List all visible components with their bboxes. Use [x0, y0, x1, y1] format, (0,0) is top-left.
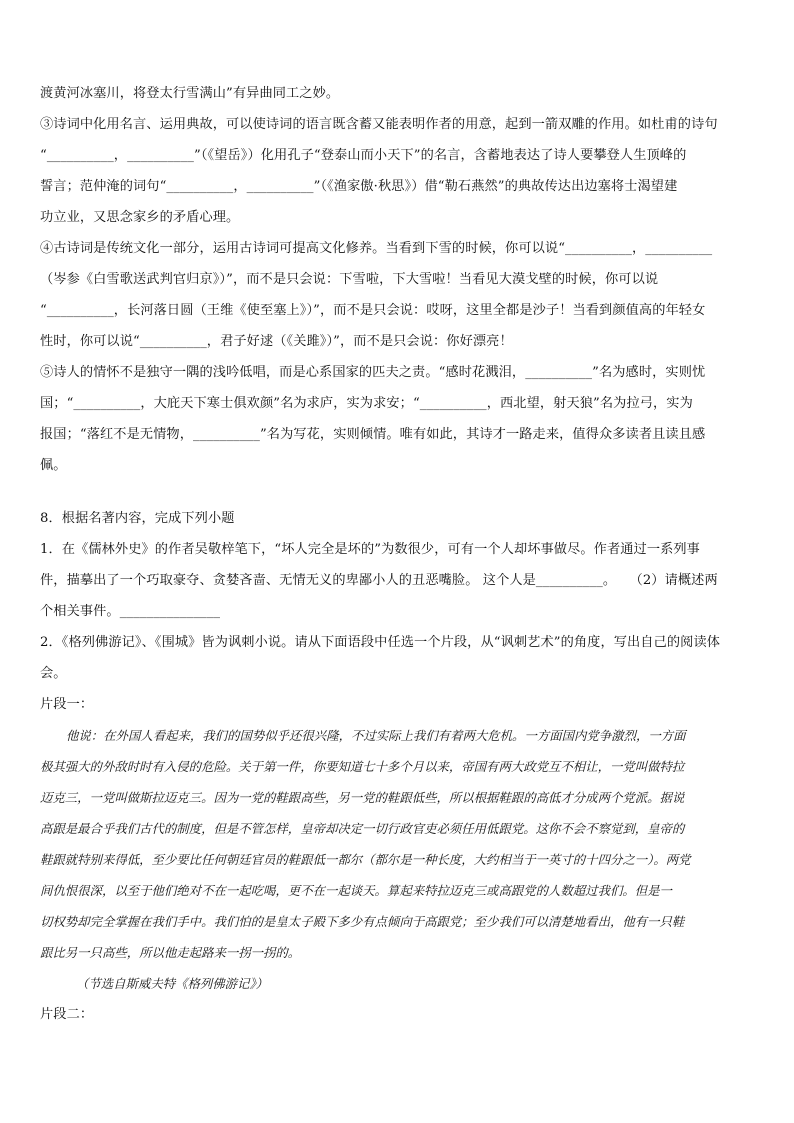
text-line: ⑤诗人的情怀不是独守一隅的浅吟低唱，而是心系国家的匹夫之责。“感时花溅泪，__________”名为感时，实则忧: [40, 365, 706, 380]
question-8-1-text: 个相关事件。_______________: [40, 604, 221, 619]
text-line: 功立业，又思念家乡的矛盾心理。: [40, 210, 240, 225]
excerpt-line: 迈克三，一党叫做斯拉迈克三。因为一党的鞋跟高些，另一党的鞋跟低些，所以根据鞋跟的高低才分成两个党派。据说: [40, 790, 685, 805]
text-line: 国；“__________，大庇天下寒士俱欢颜”名为求庐，实为求安；“__________，西北望，射天狼”名为拉弓，实为: [40, 396, 693, 411]
excerpt-line: 他说：在外国人看起来，我们的国势似乎还很兴隆，不过实际上我们有着两大危机。一方面国内党争激烈，一方面: [66, 728, 686, 743]
excerpt-line: 高跟是最合乎我们古代的制度，但是不管怎样，皇帝却决定一切行政官吏必须任用低跟党。这你不会不察觉到，皇帝的: [40, 821, 685, 836]
question-8-1-text: 1．在《儒林外史》的作者吴敬梓笔下，“坏人完全是坏的”为数很少，可有一个人却坏事做尽。作者通过一系列事: [40, 542, 700, 557]
text-line: “__________，__________”（《望岳》）化用孔子“登泰山而小天下”的名言，含蓄地表达了诗人要攀登人生顶峰的: [40, 148, 687, 163]
question-8-2-text: 2．《格列佛游记》、《围城》皆为讽刺小说。请从下面语段中任选一个片段，从“讽刺艺术”的角度，写出自己的阅读体: [40, 635, 721, 650]
excerpt-line: 鞋跟就特别来得低，至少要比任何朝廷官员的鞋跟低一都尔（都尔是一种长度，大约相当于一英寸的十四分之一）。两党: [40, 852, 691, 867]
text-line: 性时，你可以说“__________，君子好逑（《关雎》）”，而不是只会说：你好漂亮！: [40, 334, 513, 349]
text-line: 誓言；范仲淹的词句“__________，__________”（《渔家傲·秋思》）借“勒石燕然”的典故传达出边塞将士渴望建: [40, 179, 678, 194]
excerpt-line: 跟比另一只高些，所以他走起路来一拐一拐的。: [40, 945, 301, 960]
question-8-title: 8．根据名著内容，完成下列小题: [40, 511, 235, 526]
text-line: 佩。: [40, 458, 67, 473]
excerpt-line: 间仇恨很深，以至于他们绝对不在一起吃喝，更不在一起谈天。算起来特拉迈克三或高跟党的人数超过我们。但是一: [40, 883, 672, 898]
question-8-2-text: 会。: [40, 666, 67, 681]
document-page: [40, 78, 756, 1030]
text-line: 报国；“落红不是无情物，__________”名为写花，实则倾情。唯有如此，其诗才一路走来，值得众多读者且读且感: [40, 427, 706, 442]
text-line: （岑参《白雪歌送武判官归京》）”，而不是只会说：下雪啦，下大雪啦！当看见大漠戈壁的时候，你可以说: [40, 272, 659, 287]
question-8-1-text: 件，描摹出了一个巧取豪夺、贪婪吝啬、无情无义的卑鄙小人的丑恶嘴脸。 这个人是__________。 （2）请概述两: [40, 573, 718, 588]
text-line: 渡黄河冰塞川，将登太行雪满山”有异曲同工之妙。: [40, 86, 340, 101]
excerpt-source: （节选自斯威夫特《格列佛游记》）: [76, 976, 269, 991]
text-line: ③诗词中化用名言、运用典故，可以使诗词的语言既含蓄又能表明作者的用意，起到一箭双雕的作用。如杜甫的诗句: [40, 117, 718, 132]
text-line: “__________，长河落日圆（王维《使至塞上》）”，而不是只会说：哎呀，这里全都是沙子！当看到颜值高的年轻女: [40, 303, 706, 318]
fragment-1-label: 片段一：: [40, 697, 94, 712]
excerpt-line: 切权势却完全掌握在我们手中。我们怕的是皇太子殿下多少有点倾向于高跟党；至少我们可以清楚地看出，他有一只鞋: [40, 914, 685, 929]
text-line: ④古诗词是传统文化一部分，运用古诗词可提高文化修养。当看到下雪的时候，你可以说“__________，__________: [40, 241, 713, 256]
excerpt-line: 极其强大的外敌时时有入侵的危险。关于第一件，你要知道七十多个月以来，帝国有两大政党互不相让，一党叫做特拉: [40, 759, 685, 774]
section-gap: [40, 481, 756, 503]
fragment-2-label: 片段二：: [40, 1007, 94, 1022]
